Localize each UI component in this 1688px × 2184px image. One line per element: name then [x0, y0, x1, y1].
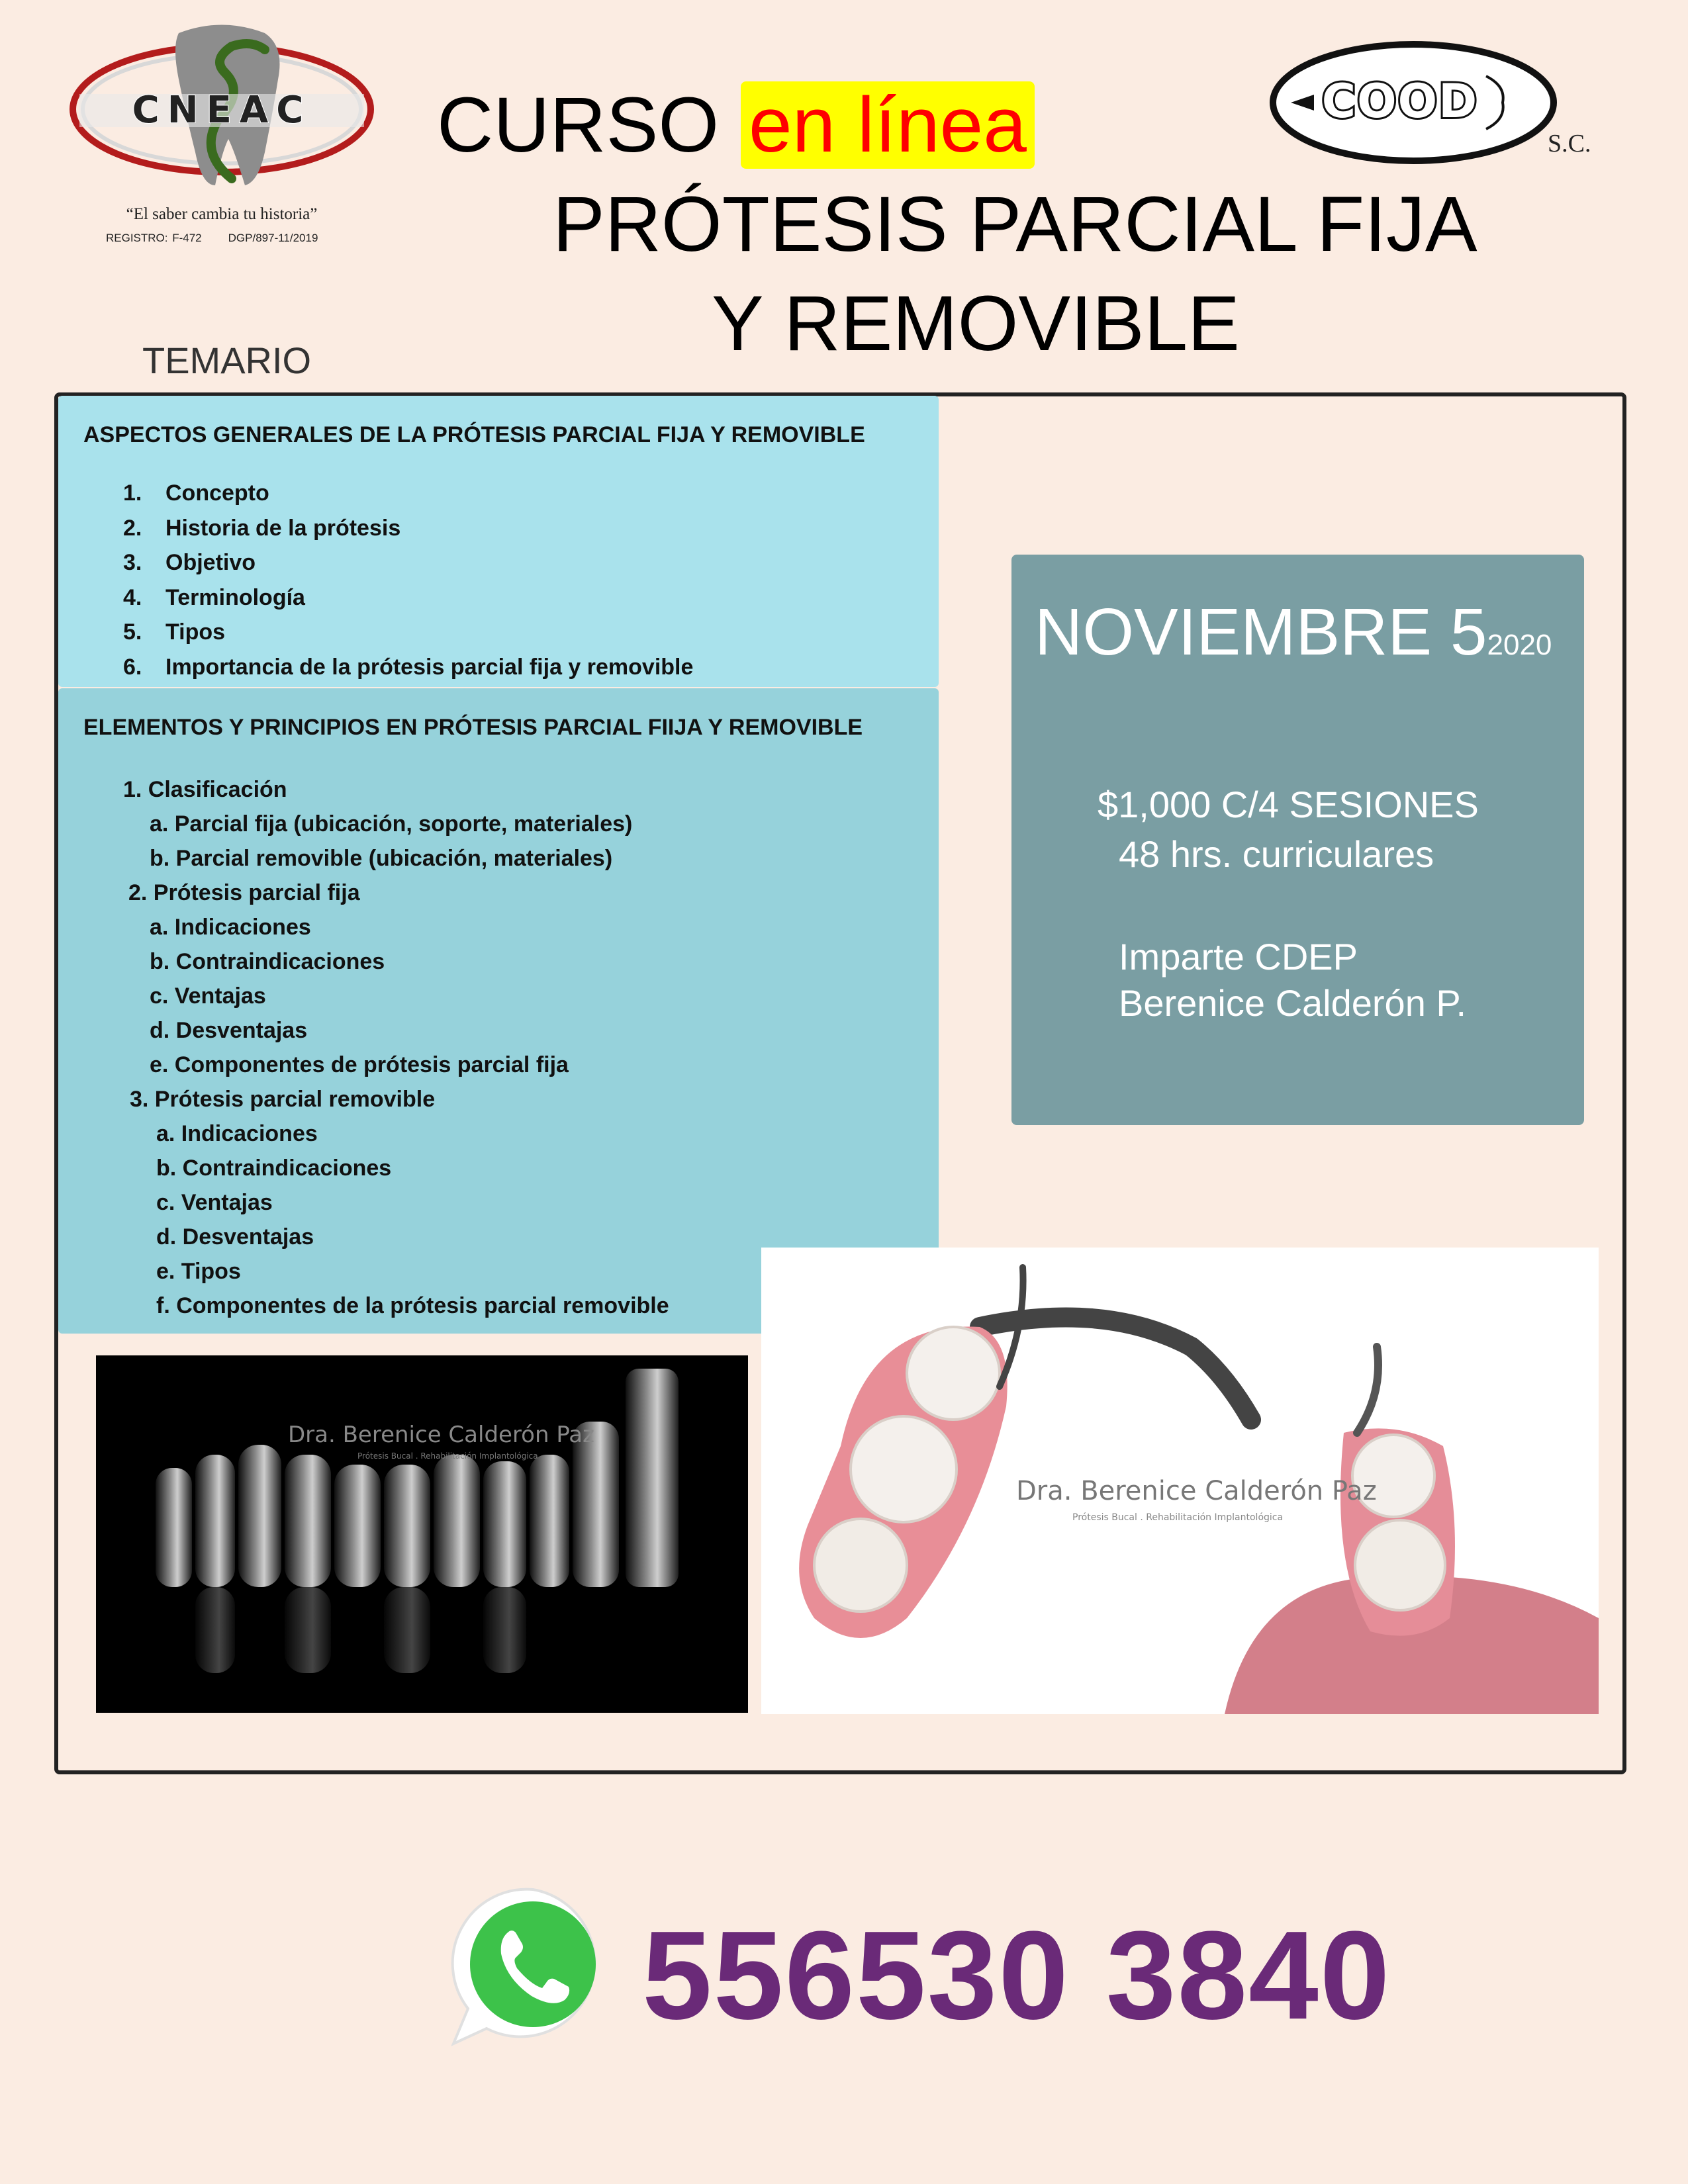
crowns-illustration	[96, 1355, 748, 1713]
list-item: f. Componentes de la prótesis parcial removible	[156, 1293, 669, 1318]
course-date-year: 2020	[1487, 629, 1552, 661]
list-item: 3. Prótesis parcial removible	[130, 1087, 436, 1112]
temario-label: TEMARIO	[142, 340, 312, 381]
list-item: b. Parcial removible (ubicación, materiales)	[150, 846, 613, 871]
photo1-watermark: Dra. Berenice Calderón Paz	[288, 1422, 594, 1448]
list-item: 1. Clasificación	[123, 777, 287, 802]
cneac-registro	[106, 232, 344, 245]
cood-logo	[1264, 36, 1562, 169]
section-aspectos-generales	[58, 396, 939, 687]
list-item: b. Contraindicaciones	[156, 1156, 392, 1181]
course-title-line1	[437, 81, 1035, 169]
list-item: d. Desventajas	[156, 1224, 314, 1250]
list-item: a. Indicaciones	[150, 915, 311, 940]
course-title-line3: Y REMOVIBLE	[712, 280, 1240, 367]
course-price: $1,000 C/4 SESIONES	[1098, 784, 1479, 825]
photo1-watermark-subtitle: Prótesis Bucal . Rehabilitación Implantológica	[357, 1451, 538, 1461]
list-item: 3. Objetivo	[123, 550, 256, 575]
cneac-dgp-number: DGP/897-11/2019	[228, 232, 318, 244]
photo2-watermark-subtitle: Prótesis Bucal . Rehabilitación Implantológica	[1072, 1512, 1284, 1523]
photo2-watermark: Dra. Berenice Calderón Paz	[1016, 1476, 1377, 1506]
course-hours: 48 hrs. curriculares	[1119, 833, 1434, 875]
photo-removable-denture	[761, 1248, 1599, 1714]
contact-phone: 556530 3840	[642, 1905, 1391, 2046]
list-item: 5. Tipos	[123, 619, 226, 645]
title-prefix: CURSO	[437, 81, 720, 169]
section1-list	[123, 476, 914, 684]
cneac-registro-number: REGISTRO: F-472	[106, 232, 202, 244]
course-info-box	[1011, 555, 1584, 1125]
section2-list	[83, 772, 914, 1323]
list-item: 6. Importancia de la prótesis parcial fija y removible	[123, 654, 694, 680]
list-item: 1. Concepto	[123, 480, 269, 506]
list-item: c. Ventajas	[156, 1190, 273, 1215]
list-item: 4. Terminología	[123, 584, 305, 610]
cneac-logo-text: CNEAC	[132, 89, 312, 132]
list-item: e. Tipos	[156, 1259, 241, 1284]
section2-heading: ELEMENTOS Y PRINCIPIOS EN PRÓTESIS PARCIAL FIIJA Y REMOVIBLE	[83, 715, 863, 740]
course-date-day: NOVIEMBRE 5	[1035, 595, 1487, 669]
list-item: b. Contraindicaciones	[150, 949, 385, 974]
list-item: d. Desventajas	[150, 1018, 308, 1043]
list-item: a. Parcial fija (ubicación, soporte, materiales)	[150, 811, 633, 837]
photo-dental-crowns	[96, 1355, 748, 1713]
cneac-slogan: “El saber cambia tu historia”	[126, 205, 318, 223]
course-date	[1035, 594, 1552, 670]
list-item: 2. Prótesis parcial fija	[128, 880, 360, 905]
section-elementos-principios	[58, 688, 939, 1334]
list-item: e. Componentes de prótesis parcial fija	[150, 1052, 569, 1077]
course-title-line2: PRÓTESIS PARCIAL FIJA	[553, 181, 1477, 268]
list-item: 2. Historia de la prótesis	[123, 515, 401, 541]
section1-heading: ASPECTOS GENERALES DE LA PRÓTESIS PARCIAL FIJA Y REMOVIBLE	[83, 422, 865, 447]
course-instructor: Berenice Calderón P.	[1119, 982, 1467, 1024]
whatsapp-icon	[447, 1880, 619, 2052]
cood-logo-text: COOD	[1321, 74, 1479, 128]
cood-suffix: S.C.	[1548, 130, 1591, 158]
list-item: c. Ventajas	[150, 983, 266, 1009]
list-item: a. Indicaciones	[156, 1121, 318, 1146]
course-imparte: Imparte CDEP	[1119, 936, 1358, 978]
title-highlight: en línea	[741, 81, 1035, 169]
